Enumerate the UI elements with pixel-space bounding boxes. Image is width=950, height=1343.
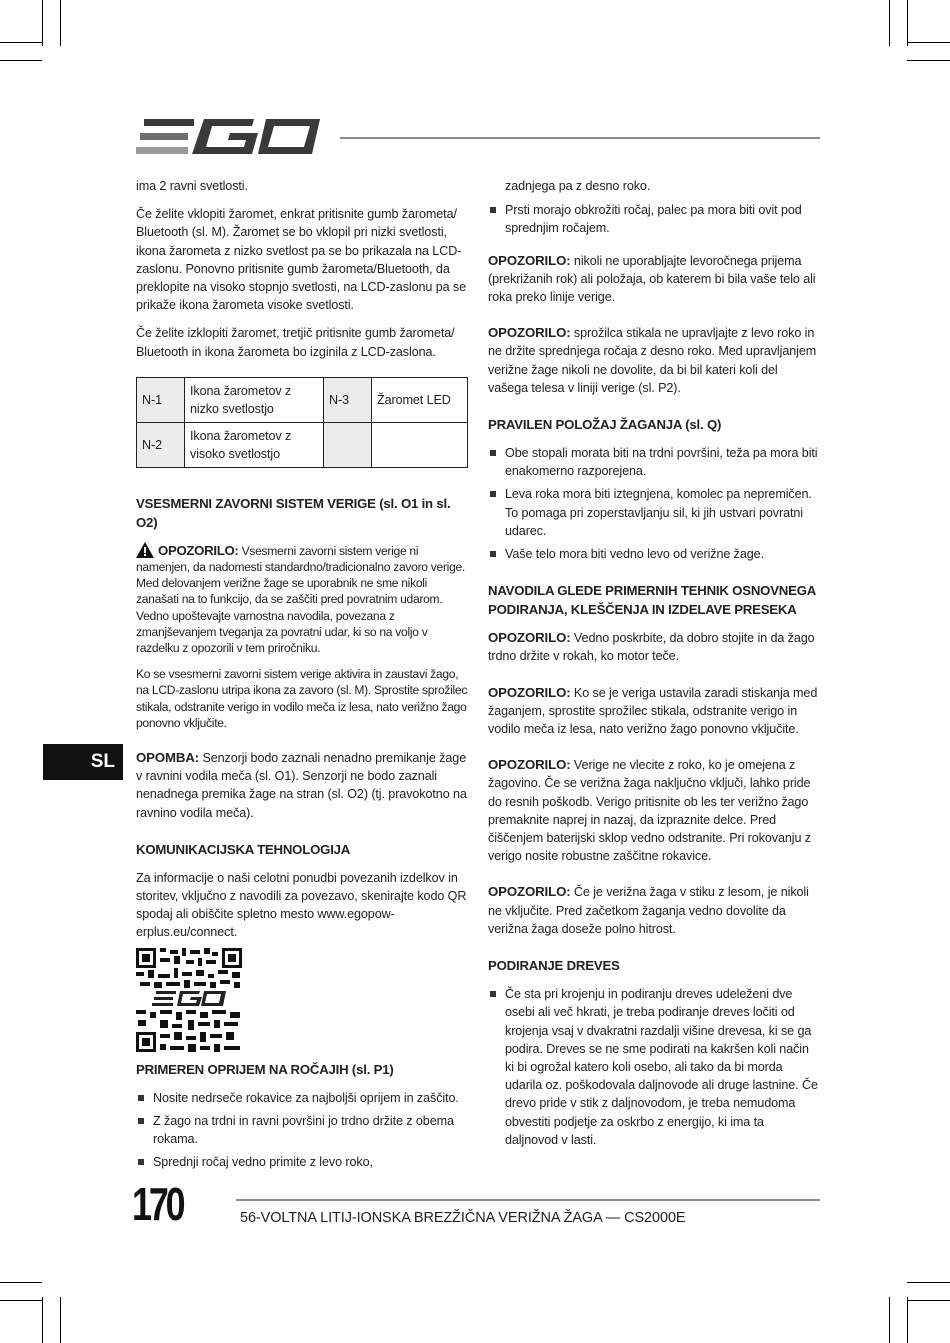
list-item: Vaše telo mora biti vedno levo od verižne žage. <box>488 545 820 563</box>
warning-label: OPOZORILO: <box>488 252 571 268</box>
paragraph: Ko se vsesmerni zavorni sistem verige aktivira in zaustavi žago, na LCD-zaslonu utripa ikona za zavoro (sl. M). Sprostite sprožilec stikala, odstranite verigo in vodilo meča iz lesa, nato verižno žago ponovno vključite. <box>136 667 468 730</box>
table-cell-desc: Žaromet LED <box>372 377 468 422</box>
qr-code-top-icon <box>136 948 242 988</box>
crop-mark <box>60 0 61 46</box>
crop-mark <box>0 60 42 61</box>
note-paragraph <box>136 749 468 822</box>
table-cell-id: N-2 <box>137 422 185 467</box>
list-item: Z žago na trdni in ravni površini jo trdno držite z obema rokama. <box>136 1112 468 1148</box>
table-cell-empty <box>372 422 468 467</box>
qr-ego-logo <box>152 990 226 1008</box>
warning-paragraph <box>488 756 820 865</box>
warning-label: OPOZORILO: <box>488 684 571 700</box>
crop-mark <box>907 1297 908 1343</box>
warning-paragraph <box>488 252 820 307</box>
ego-logo <box>136 116 322 158</box>
list-item: Leva roka mora biti iztegnjena, komolec pa nepremičen. To pomaga pri zoperstavljanju sil, ki jih ustvari povratni udarec. <box>488 485 820 540</box>
section-heading: PRAVILEN POLOŽAJ ŽAGANJA (sl. Q) <box>488 417 722 433</box>
crop-mark <box>42 1297 43 1343</box>
crop-mark <box>907 1282 950 1283</box>
warning-text: sprožilca stikala ne upravljajte z levo roko in ne držite sprednjega ročaja z desno roko. Med upravljanjem verižne žage nikoli ne dovolite, da bi bil kateri koli del vašega telesa v liniji verige (sl. P2). <box>488 326 817 395</box>
warning-text: Verige ne vlecite z roko, ko je omejena z žagovino. Če se verižna žaga naključno vključi, lahko pride do resnih poškodb. Verigo pritisnite ob les ter verižno žago premaknite naprej in nazaj, da izpraznite delce. Pred čiščenjem baterijski sklop vedno odstranite. Pri rokovanju z verigo nosite robustne zaščitne rokavice. <box>488 758 811 864</box>
warning-paragraph <box>488 324 820 397</box>
list-item: Če sta pri krojenju in podiranju dreves udeleženi dve osebi ali več hkrati, je treba podiranje dreves ločiti od krojenja vsaj v dvakratni razdalji višine drevesa, ki se ga podira. Dreves se ne sme podirati na kakršen koli način ki bi ogrožal katero koli osebo, ali tako da bi morda udarila oz. poškodovala daljnovode ali druge lastnine. Če drevo pride v stik z daljnovodom, je treba nemudoma obvestiti podjetje za oskrbo z energijo, ki ima ta daljnovod v lasti. <box>488 985 820 1149</box>
warning-text: Vsesmerni zavorni sistem verige ni namenjen, da nadomesti standardno/tradicionalno zavoro verige. Med delovanjem verižne žage se uporabnik ne sme nikoli zanašati na to funkcijo, da se zaščiti pred povratnim udarom. Vedno upoštevajte varnostna navodila, povezana z zmanjševanjem tveganja za povratni udar, ki so na voljo v razdelku z opozorili v tem priročniku. <box>136 543 465 656</box>
list-item: Obe stopali morata biti na trdni površini, teža pa mora biti enakomerno razporejena. <box>488 444 820 480</box>
crop-mark <box>889 0 890 46</box>
warning-paragraph <box>488 629 820 665</box>
paragraph: Za informacije o naši celotni ponudbi povezanih izdelkov in storitev, vključno z navodili za povezavo, skenirajte kodo QR spodaj ali obiščite spletno mesto www.egopow-erplus.eu/connect. <box>136 870 467 940</box>
crop-mark <box>889 1297 890 1343</box>
warning-label: OPOZORILO: <box>488 757 571 773</box>
table-row <box>137 422 468 467</box>
paragraph: zadnjega pa z desno roko. <box>505 179 651 193</box>
footer-title: 56-VOLTNA LITIJ-IONSKA BREZŽIČNA VERIŽNA ŽAGA — CS2000E <box>240 1210 686 1226</box>
bullet-list <box>488 201 820 237</box>
paragraph: Če želite vklopiti žaromet, enkrat pritisnite gumb žarometa/ Bluetooth (sl. M). Žaromet se bo vklopil pri nizki svetlosti, ikona žarometa z nizko svetlost pa se bo prikazala na LCD-zaslonu. Ponovno pritisnite gumb žarometa/Bluetooth, da preklopite na visoko stopnjo svetlosti, na LCD-zaslonu pa se prikaže ikona žarometa visoke svetlosti. <box>136 207 467 313</box>
qr-code <box>136 948 242 1052</box>
table-cell-desc: Ikona žarometov z nizko svetlostjo <box>185 377 324 422</box>
footer-rule <box>236 1199 820 1201</box>
warning-text: nikoli ne uporabljajte levoročnega prijema (prekrižanih rok) ali položaja, ob katerem bi bila vaše telo ali roka preko linije verige. <box>488 253 816 305</box>
section-heading: PRIMEREN OPRIJEM NA ROČAJIH (sl. P1) <box>136 1061 394 1077</box>
crop-mark <box>907 42 950 43</box>
qr-code-bottom-icon <box>136 1010 242 1052</box>
section-heading: VSESMERNI ZAVORNI SISTEM VERIGE (sl. O1 in sl. O2) <box>136 495 451 530</box>
crop-mark <box>0 42 42 43</box>
paragraph: Če želite izklopiti žaromet, tretjič pritisnite gumb žarometa/ Bluetooth in ikona žarometa bo izginila z LCD-zaslona. <box>136 326 455 359</box>
warning-label: OPOZORILO: <box>488 630 571 646</box>
bullet-list <box>488 444 820 563</box>
bullet-list <box>488 985 820 1149</box>
list-item: Prsti morajo obkrožiti ročaj, palec pa mora biti ovit pod sprednjim ročajem. <box>488 201 820 237</box>
page-number: 170 <box>132 1178 183 1230</box>
crop-mark <box>60 1297 61 1343</box>
paragraph: ima 2 ravni svetlosti. <box>136 179 248 193</box>
warning-text: Ko se je veriga ustavila zaradi stiskanja med žaganjem, sprostite sprožilec stikala, odstranite verigo in vodilo meča iz lesa, nato verižno žago ponovno vključite. <box>488 685 818 737</box>
language-tab: SL <box>43 744 123 780</box>
table-cell-id: N-1 <box>137 377 185 422</box>
crop-mark <box>42 0 43 46</box>
warning-label: OPOZORILO: <box>158 542 239 558</box>
warning-paragraph <box>488 883 820 938</box>
icon-table <box>136 377 468 468</box>
table-cell-id: N-3 <box>324 377 372 422</box>
table-cell-desc: Ikona žarometov z visoko svetlostjo <box>185 422 324 467</box>
warning-label: OPOZORILO: <box>488 884 571 900</box>
warning-triangle-icon <box>136 542 154 558</box>
list-item: Nosite nedrseče rokavice za najboljši oprijem in zaščito. <box>136 1089 468 1107</box>
section-heading: NAVODILA GLEDE PRIMERNIH TEHNIK OSNOVNEGA PODIRANJA, KLEŠČENJA IN IZDELAVE PRESEKA <box>488 583 816 618</box>
warning-text: Če je verižna žaga v stiku z lesom, je nikoli ne vključite. Pred začetkom žaganja vedno dovolite da verižna žaga doseže polno hitrost. <box>488 885 809 936</box>
list-item: Sprednji ročaj vedno primite z levo roko, <box>136 1153 468 1171</box>
note-label: OPOMBA: <box>136 750 200 766</box>
section-heading: PODIRANJE DREVES <box>488 958 620 974</box>
warning-paragraph <box>488 684 820 739</box>
section-heading: KOMUNIKACIJSKA TEHNOLOGIJA <box>136 841 351 857</box>
header-rule <box>340 137 820 139</box>
bullet-list <box>136 1089 468 1172</box>
crop-mark <box>0 1282 42 1283</box>
crop-mark <box>907 0 908 46</box>
left-column <box>136 177 468 1182</box>
right-column <box>488 177 820 1159</box>
note-text: Senzorji bodo zaznali nenadno premikanje žage v ravnini vodila meča (sl. O1). Senzorji ne bodo zaznali nenadnega premika žage na stran (sl. O2) (tj. pravokotno na ravnino vodila meča). <box>136 751 467 820</box>
warning-paragraph <box>136 542 468 656</box>
warning-label: OPOZORILO: <box>488 325 571 341</box>
table-row <box>137 377 468 422</box>
table-cell-empty <box>324 422 372 467</box>
crop-mark <box>907 1300 950 1301</box>
crop-mark <box>0 1300 42 1301</box>
crop-mark <box>907 60 950 61</box>
warning-text: Vedno poskrbite, da dobro stojite in da žago trdno držite v rokah, ko motor teče. <box>488 631 815 664</box>
